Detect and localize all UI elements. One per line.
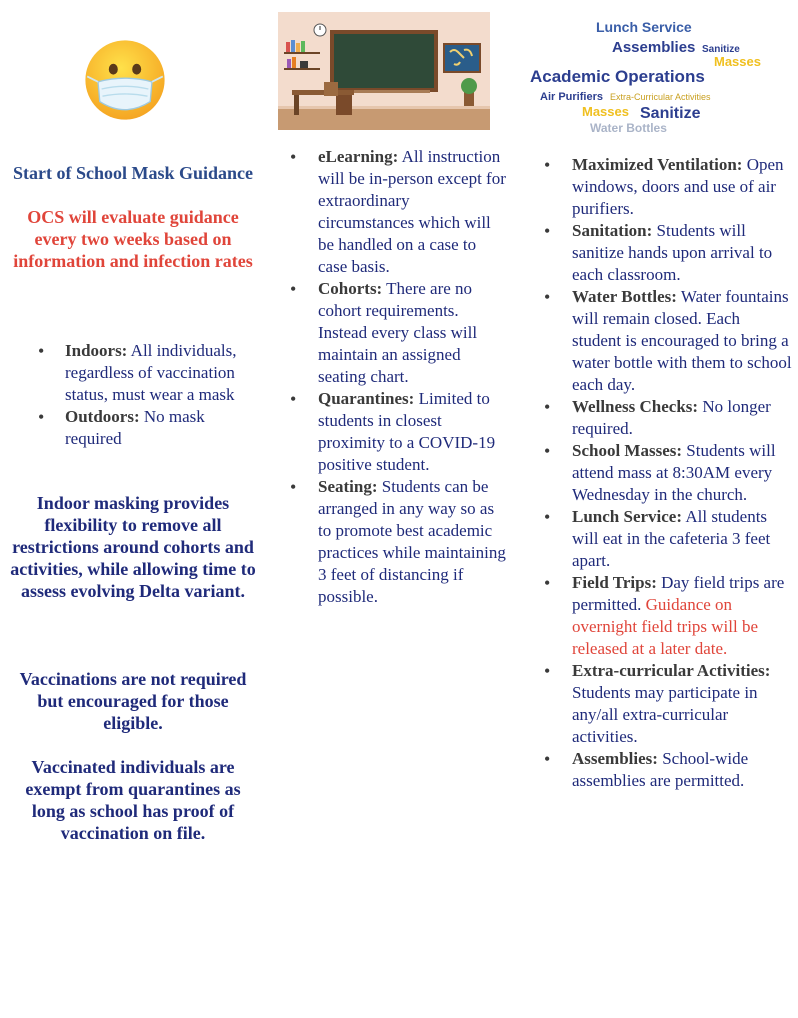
- list-item: • School Masses: Students will attend mass at 8:30AM every Wednesday in the church.: [526, 440, 792, 506]
- list-item: • Field Trips: Day field trips are permitted. Guidance on overnight field trips will be released at a later date.: [526, 572, 792, 660]
- mask-rules-list: [8, 340, 258, 450]
- classroom-illustration-icon: [278, 12, 490, 130]
- list-item: • Seating: Students can be arranged in any way so as to promote best academic practices while maintaining 3 feet of distancing if possible.: [276, 476, 506, 608]
- list-item: • Assemblies: School-wide assemblies are permitted.: [526, 748, 792, 792]
- word-cloud-word: Lunch Service: [596, 19, 692, 35]
- instruction-list: [276, 146, 506, 608]
- vaccination-paragraph: Vaccinations are not required but encouraged for those eligible.: [19, 669, 247, 733]
- word-cloud-word: Assemblies: [612, 39, 696, 56]
- list-item: • Outdoors: No mask required: [8, 406, 258, 450]
- column-operations: [526, 12, 792, 1012]
- word-cloud-word: Masses: [582, 104, 629, 119]
- word-cloud-word: Academic Operations: [530, 67, 705, 86]
- word-cloud-word: Sanitize: [640, 105, 701, 122]
- list-item: • Extra-curricular Activities: Students may participate in any/all extra-curricular activities.: [526, 660, 792, 748]
- word-cloud-word: Extra-Curricular Activities: [610, 92, 711, 102]
- word-cloud-word: Air Purifiers: [540, 91, 603, 103]
- vaccinated-exempt-paragraph: Vaccinated individuals are exempt from quarantines as long as school has proof of vaccination on file.: [25, 757, 241, 843]
- list-item: • Maximized Ventilation: Open windows, doors and use of air purifiers.: [526, 154, 792, 220]
- list-item: • Wellness Checks: No longer required.: [526, 396, 792, 440]
- indoor-masking-paragraph: Indoor masking provides flexibility to remove all restrictions around cohorts and activities, while allowing time to assess evolving Delta variant.: [10, 493, 256, 601]
- list-item: • Indoors: All individuals, regardless of vaccination status, must wear a mask: [8, 340, 258, 406]
- column-instruction: [276, 12, 506, 1012]
- list-item: • Cohorts: There are no cohort requirements. Instead every class will maintain an assigned seating chart.: [276, 278, 506, 388]
- list-item: • Sanitation: Students will sanitize hands upon arrival to each classroom.: [526, 220, 792, 286]
- overnight-trips-note: Guidance on overnight field trips will be released at a later date.: [572, 595, 759, 658]
- word-cloud-graphic: [526, 14, 766, 136]
- list-item: • Quarantines: Limited to students in closest proximity to a COVID-19 positive student.: [276, 388, 506, 476]
- evaluation-note: OCS will evaluate guidance every two weeks based on information and infection rates: [13, 207, 253, 271]
- operations-list: [526, 154, 792, 792]
- masked-face-emoji-icon: [80, 35, 170, 125]
- word-cloud-word: Sanitize: [702, 44, 740, 55]
- list-item: • Lunch Service: All students will eat in the cafeteria 3 feet apart.: [526, 506, 792, 572]
- mask-guidance-title: Start of School Mask Guidance: [12, 163, 253, 183]
- word-cloud-word: Water Bottles: [590, 121, 667, 135]
- word-cloud-word: Masses: [714, 54, 761, 69]
- list-item: • eLearning: All instruction will be in-person except for extraordinary circumstances which will be handled on a case to case basis.: [276, 146, 506, 278]
- list-item: • Water Bottles: Water fountains will remain closed. Each student is encouraged to bring a water bottle with them to school each day.: [526, 286, 792, 396]
